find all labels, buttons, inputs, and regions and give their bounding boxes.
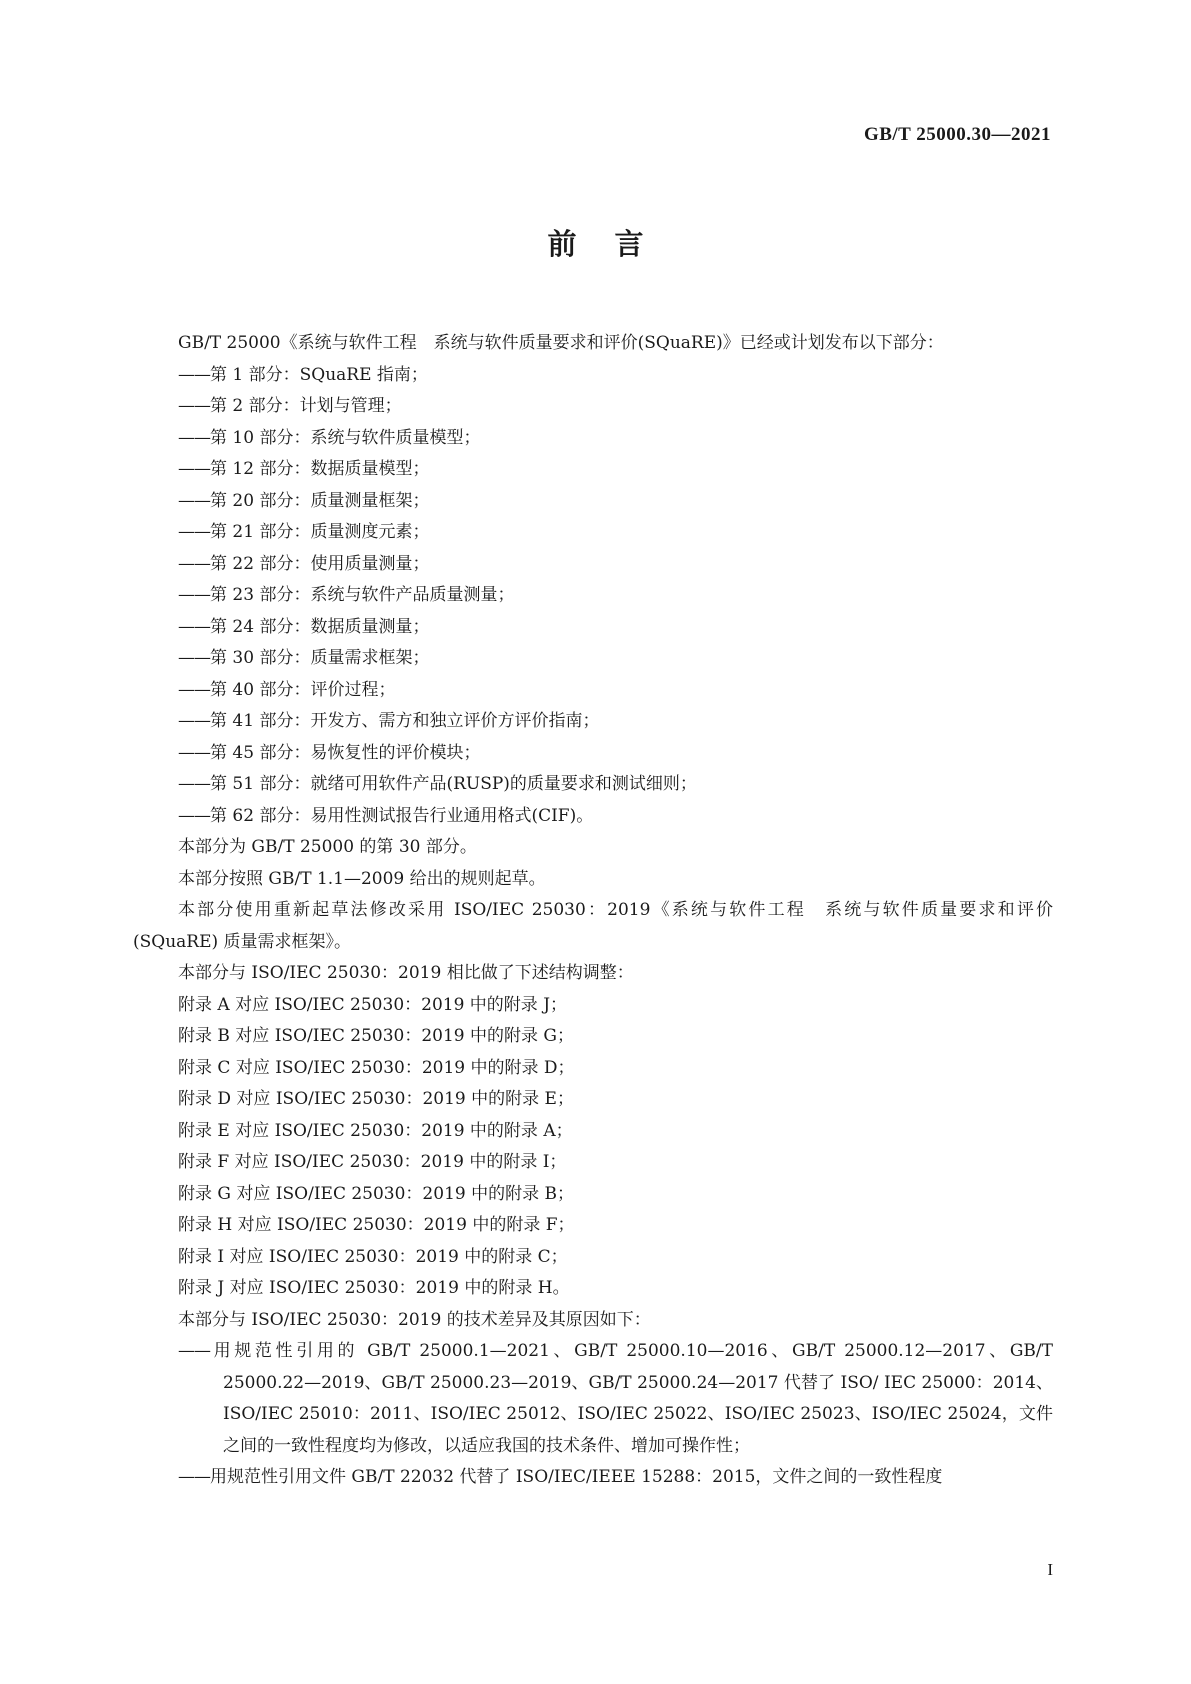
structure-item: 附录 E 对应 ISO/IEC 25030：2019 中的附录 A； — [178, 1120, 573, 1141]
standard-code: GB/T 25000.30—2021 — [863, 124, 1051, 145]
list-item — [133, 391, 1053, 423]
list-item-text: 第 51 部分：就绪可用软件产品(RUSP)的质量要求和测试细则； — [210, 774, 697, 794]
structure-intro: 本部分与 ISO/IEC 25030：2019 相比做了下述结构调整： — [178, 963, 634, 983]
list-item — [133, 454, 1053, 486]
list-dash: —— — [178, 490, 210, 511]
list-dash: —— — [178, 1341, 210, 1361]
structure-item: 附录 A 对应 ISO/IEC 25030：2019 中的附录 J； — [178, 994, 568, 1015]
list-item-text: 第 10 部分：系统与软件质量模型； — [210, 427, 481, 448]
list-item-text: 第 40 部分：评价过程； — [210, 679, 396, 700]
page-number: I — [1047, 1560, 1053, 1579]
structure-item: 附录 H 对应 ISO/IEC 25030：2019 中的附录 F； — [178, 1215, 575, 1235]
document-body — [133, 328, 1053, 1494]
list-dash: —— — [178, 711, 210, 731]
list-item — [133, 580, 1053, 612]
structure-item: 附录 I 对应 ISO/IEC 25030：2019 中的附录 C； — [178, 1246, 568, 1267]
list-item-text: 第 22 部分：使用质量测量； — [210, 553, 430, 574]
list-dash: —— — [178, 459, 210, 479]
diff-item — [133, 1336, 1053, 1462]
list-dash: —— — [178, 585, 210, 605]
structure-list — [133, 990, 1053, 1305]
list-item — [133, 612, 1053, 644]
list-item — [133, 738, 1053, 770]
diff-item-text: 用规范性引用的 GB/T 25000.1—2021、GB/T 25000.10—2016、GB/T 25000.12—2017、GB/T 25000.22—2019、GB/T 25000.23—2019、GB/T 25000.24—2017 代替了 ISO/ IEC 25000：2014、ISO/IEC 25010：2011、ISO/IEC 25012、ISO/IEC 25022、ISO/IEC 25023、ISO/IEC 25024，文件之间的一致性程度均为修改，以适应我国的技术条件、增加可操作性； — [210, 1341, 1053, 1456]
diff-list — [133, 1336, 1053, 1494]
parts-list — [133, 360, 1053, 833]
list-item-text: 第 30 部分：质量需求框架； — [210, 648, 430, 668]
list-item-text: 第 24 部分：数据质量测量； — [210, 616, 430, 637]
list-item — [133, 549, 1053, 581]
list-item — [133, 360, 1053, 392]
list-item-text: 第 20 部分：质量测量框架； — [210, 490, 430, 511]
diff-item-text: 用规范性引用文件 GB/T 22032 代替了 ISO/IEC/IEEE 15288：2015，文件之间的一致性程度 — [210, 1467, 943, 1487]
list-dash: —— — [178, 774, 210, 794]
list-item-text: 第 41 部分：开发方、需方和独立评价方评价指南； — [210, 711, 600, 731]
list-dash: —— — [178, 427, 210, 448]
list-dash: —— — [178, 364, 210, 385]
list-dash: —— — [178, 396, 210, 416]
intro-paragraph: GB/T 25000《系统与软件工程 系统与软件质量要求和评价(SQuaRE)》已经或计划发布以下部分： — [178, 333, 944, 353]
statement-rules: 本部分按照 GB/T 1.1—2009 给出的规则起草。 — [178, 868, 546, 889]
list-dash: —— — [178, 522, 210, 542]
statement-adoption: 本部分使用重新起草法修改采用 ISO/IEC 25030：2019《系统与软件工程 系统与软件质量要求和评价(SQuaRE) 质量需求框架》。 — [133, 900, 1053, 952]
list-item-text: 第 2 部分：计划与管理； — [210, 396, 402, 416]
statement-part: 本部分为 GB/T 25000 的第 30 部分。 — [178, 837, 477, 857]
list-item-text: 第 1 部分：SQuaRE 指南； — [210, 364, 428, 385]
structure-item: 附录 C 对应 ISO/IEC 25030：2019 中的附录 D； — [178, 1057, 575, 1078]
list-item — [133, 643, 1053, 675]
list-item — [133, 486, 1053, 518]
list-item — [133, 675, 1053, 707]
structure-item: 附录 B 对应 ISO/IEC 25030：2019 中的附录 G； — [178, 1026, 574, 1046]
list-item-text: 第 23 部分：系统与软件产品质量测量； — [210, 585, 515, 605]
list-item-text: 第 12 部分：数据质量模型； — [210, 459, 430, 479]
diff-item — [133, 1462, 1053, 1494]
list-dash: —— — [178, 1467, 210, 1487]
list-item — [133, 769, 1053, 801]
list-dash: —— — [178, 616, 210, 637]
list-dash: —— — [178, 553, 210, 574]
list-dash: —— — [178, 679, 210, 700]
list-dash: —— — [178, 742, 210, 763]
list-item — [133, 706, 1053, 738]
list-item-text: 第 45 部分：易恢复性的评价模块； — [210, 742, 481, 763]
list-item-text: 第 21 部分：质量测度元素； — [210, 522, 430, 542]
list-item-text: 第 62 部分：易用性测试报告行业通用格式(CIF)。 — [210, 805, 594, 826]
structure-item: 附录 D 对应 ISO/IEC 25030：2019 中的附录 E； — [178, 1089, 574, 1109]
list-item — [133, 517, 1053, 549]
list-item — [133, 423, 1053, 455]
page-title: 前言 — [547, 227, 682, 261]
list-item — [133, 801, 1053, 833]
structure-item: 附录 G 对应 ISO/IEC 25030：2019 中的附录 B； — [178, 1183, 574, 1204]
list-dash: —— — [178, 805, 210, 826]
list-dash: —— — [178, 648, 210, 668]
structure-item: 附录 J 对应 ISO/IEC 25030：2019 中的附录 H。 — [178, 1278, 570, 1298]
structure-item: 附录 F 对应 ISO/IEC 25030：2019 中的附录 I； — [178, 1152, 567, 1172]
diff-intro: 本部分与 ISO/IEC 25030：2019 的技术差异及其原因如下： — [178, 1309, 651, 1330]
